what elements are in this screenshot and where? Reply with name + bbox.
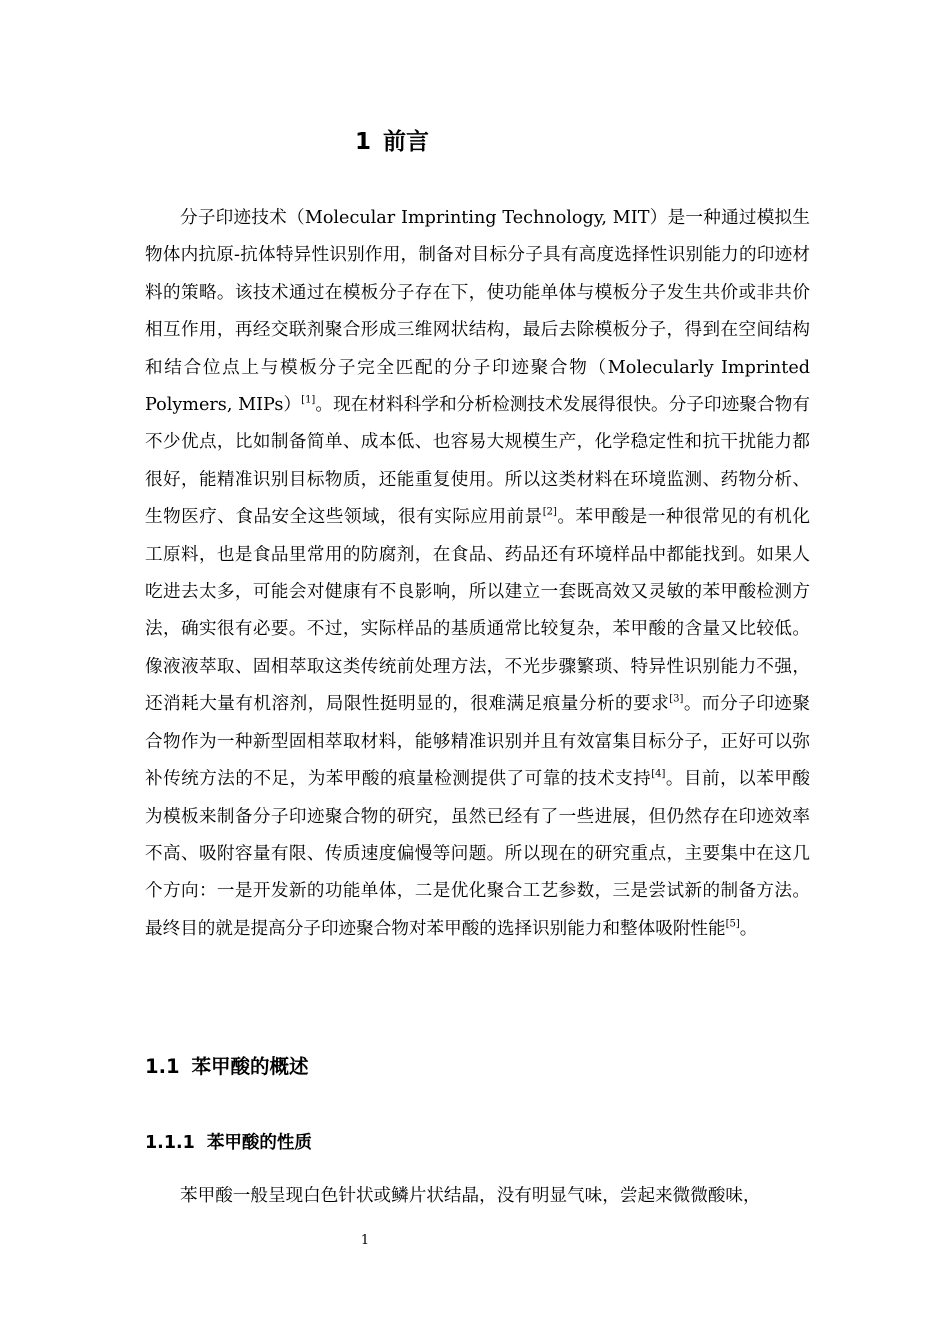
properties-paragraph: 苯甲酸一般呈现白色针状或鳞片状结晶，没有明显气味，尝起来微微酸味，: [180, 1186, 761, 1206]
subsection-number: 1.1.1: [145, 1133, 195, 1153]
intro-sentence-6: 。: [739, 918, 758, 939]
intro-sentence-2: 。现在材料科学和分析检测技术发展得很快。分子印迹聚合物有不少优点，比如制备简单、成本低、也容易大规模生产，化学稳定性和抗干扰能力都很好，能精准识别目标物质，还能重复使用。所以这类材料在环境监测、药物分析、生物医疗、食品安全这些领域，很有实际应用前景: [145, 395, 810, 528]
section-title: 苯甲酸的概述: [191, 1055, 309, 1078]
chapter-number: 1: [354, 129, 371, 155]
intro-sentence-3: 。苯甲酸是一种很常见的有机化工原料，也是食品里常用的防腐剂，在食品、药品还有环境样品中都能找到。如果人吃进去太多，可能会对健康有不良影响，所以建立一套既高效又灵敏的苯甲酸检测方法，确实很有必要。不过，实际样品的基质通常比较复杂，苯甲酸的含量又比较低。像液液萃取、固相萃取这类传统前处理方法，不光步骤繁琐、特异性识别能力不强，还消耗大量有机溶剂，局限性挺明显的，很难满足痕量分析的要求: [145, 507, 810, 715]
intro-sentence-5: 。目前，以苯甲酸为模板来制备分子印迹聚合物的研究，虽然已经有了一些进展，但仍然存在印迹效率不高、吸附容量有限、传质速度偏慢等问题。所以现在的研究重点，主要集中在这几个方向：一是开发新的功能单体，二是优化聚合工艺参数，三是尝试新的制备方法。最终目的就是提高分子印迹聚合物对苯甲酸的选择识别能力和整体吸附性能: [145, 769, 810, 939]
intro-paragraph: [145, 200, 810, 948]
chapter-title-text: 前言: [383, 129, 429, 155]
citation-4: [4]: [651, 768, 666, 780]
intro-sentence-4: 。而分子印迹聚合物作为一种新型固相萃取材料，能够精准识别并且有效富集目标分子，正好可以弥补传统方法的不足，为苯甲酸的痕量检测提供了可靠的技术支持: [145, 694, 810, 790]
citation-5: [5]: [725, 918, 740, 930]
section-number: 1.1: [145, 1055, 180, 1078]
page-number: 1: [360, 1233, 370, 1248]
citation-1: [1]: [301, 394, 316, 406]
citation-3: [3]: [669, 693, 684, 705]
chapter-title: [0, 123, 784, 156]
citation-2: [2]: [542, 506, 557, 518]
subsection-title: 苯甲酸的性质: [206, 1133, 312, 1153]
subsection-heading-1-1-1: [145, 1129, 312, 1154]
intro-sentence-1: 分子印迹技术（Molecular Imprinting Technology, MIT）是一种通过模拟生物体内抗原-抗体特异性识别作用，制备对目标分子具有高度选择性识别能力的印迹材料的策略。该技术通过在模板分子存在下，使功能单体与模板分子发生共价或非共价相互作用，再经交联剂聚合形成三维网状结构，最后去除模板分子，得到在空间结构和结合位点上与模板分子完全匹配的分子印迹聚合物（Molecularly Imprinted Polymers, MIPs）: [145, 208, 810, 416]
section-heading-1-1: [145, 1051, 309, 1079]
